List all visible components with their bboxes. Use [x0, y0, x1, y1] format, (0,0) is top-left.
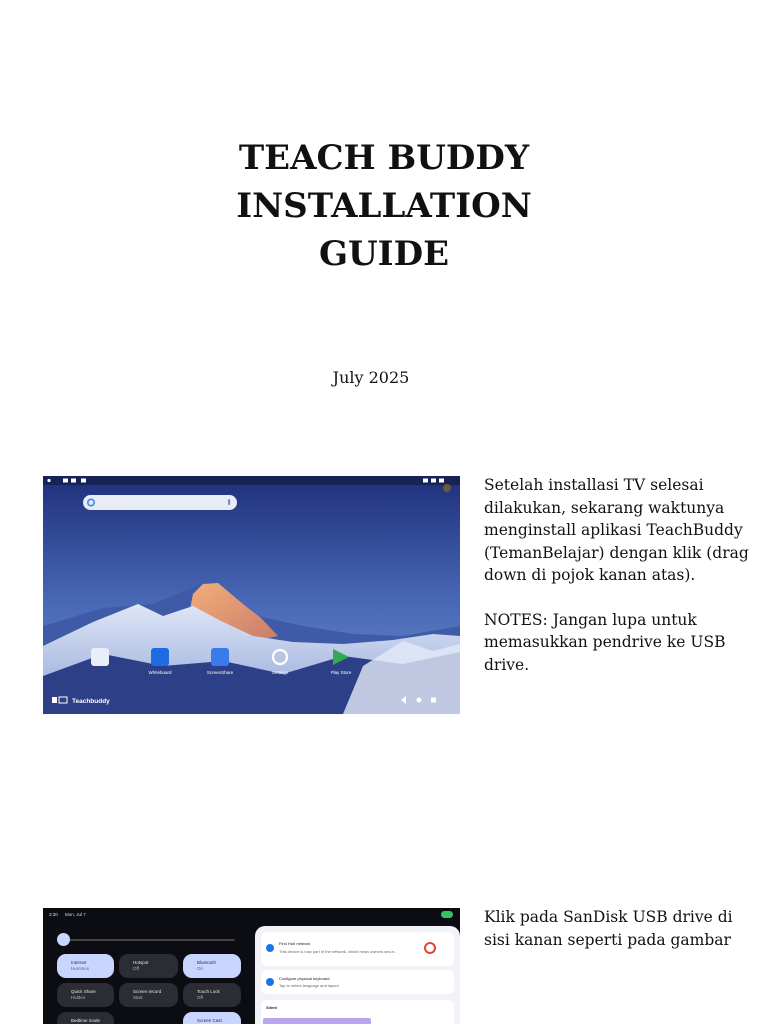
tile-bluetooth-sub: On	[197, 966, 204, 971]
home-screen-screenshot	[43, 476, 460, 714]
section1-paragraph-1: Setelah installasi TV selesai dilakukan, sekarang waktunya menginstall aplikasi TeachBuddy (TemanBelajar) dengan klik (drag down di pojok kanan atas).	[484, 476, 749, 584]
app-label-whiteboard: Whiteboard	[148, 670, 172, 675]
tile-internet[interactable]	[57, 954, 114, 978]
tile-screen-record-sub: Start	[133, 995, 143, 1000]
section1-text	[484, 474, 760, 698]
chrome-icon	[424, 942, 436, 954]
tile-internet-sub: Hummus	[71, 966, 90, 971]
app-folder-icon[interactable]	[91, 648, 109, 666]
section2-paragraph-1: Klik pada SanDisk USB drive di sisi kanan seperti pada gambar	[484, 908, 733, 949]
tile-touch-lock-label: Touch Lock	[197, 989, 220, 994]
status-time: 3:30	[49, 912, 58, 917]
document-date: July 2025	[332, 368, 410, 387]
app-label-settings: Settings	[271, 670, 289, 675]
tile-hotspot[interactable]	[119, 954, 178, 978]
notification-panel	[255, 926, 460, 1024]
tile-screen-cast-label: Screen Cast	[197, 1018, 222, 1023]
notification-body: This device is now part of the network, which helps owners secur...	[279, 949, 398, 954]
notification-silent-group	[261, 1000, 454, 1024]
pin-icon	[52, 697, 57, 703]
tile-screen-record-label: Screen record	[133, 989, 162, 994]
tile-bluetooth[interactable]	[183, 954, 241, 978]
tile-bluetooth-label: Bluetooth	[197, 960, 217, 965]
document-title	[0, 134, 768, 278]
section2-text	[484, 906, 760, 973]
tile-quick-share-label: Quick Share	[71, 989, 96, 994]
title-line-1: TEACH BUDDY	[238, 138, 530, 178]
notification-title: Configure physical keyboard	[279, 976, 330, 981]
silent-label: Silent	[266, 1005, 277, 1010]
tile-screen-cast[interactable]	[183, 1012, 241, 1024]
title-line-3: GUIDE	[319, 234, 449, 274]
quick-settings-screenshot	[43, 908, 460, 1024]
home-icon[interactable]	[417, 698, 422, 703]
whiteboard-icon[interactable]	[151, 648, 169, 666]
tile-bedtime-mode-label: Bedtime mode	[71, 1018, 101, 1023]
title-line-2: INSTALLATION	[236, 186, 532, 226]
recents-icon[interactable]	[431, 698, 436, 703]
brightness-icon[interactable]	[57, 933, 70, 946]
tile-internet-label: Internet	[71, 960, 87, 965]
keyboard-icon	[266, 978, 274, 986]
tile-hotspot-sub: Off	[133, 966, 139, 971]
section1-notes: NOTES: Jangan lupa untuk memasukkan pendrive ke USB drive.	[484, 610, 726, 674]
notification-find-hub[interactable]	[261, 932, 454, 966]
tile-quick-share[interactable]	[57, 983, 114, 1007]
home-screen-illustration	[43, 476, 460, 714]
status-date: Mon, Jul 7	[65, 912, 86, 917]
toggle-icon[interactable]	[441, 911, 453, 918]
app-label-play-store: Play Store	[330, 670, 352, 675]
notification-keyboard[interactable]	[261, 970, 454, 994]
usb-notification-thumbnail[interactable]	[263, 1018, 371, 1024]
tile-touch-lock[interactable]	[183, 983, 241, 1007]
brightness-slider[interactable]	[57, 939, 235, 941]
mic-icon	[228, 499, 230, 505]
tile-touch-lock-sub: Off	[197, 995, 203, 1000]
taskbar-label: Teachbuddy	[72, 698, 110, 705]
app-label-screenshare: ScreenShare	[206, 670, 234, 675]
tile-screen-record[interactable]	[119, 983, 178, 1007]
screenshare-icon[interactable]	[211, 648, 229, 666]
tile-hotspot-label: Hotspot	[133, 960, 149, 965]
tile-quick-share-sub: Hidden	[71, 995, 86, 1000]
find-hub-icon	[266, 944, 274, 952]
notification-title: Find Hub network	[279, 941, 311, 946]
notification-body: Tap to select language and layout	[279, 983, 339, 988]
tile-bedtime-mode[interactable]	[57, 1012, 114, 1024]
